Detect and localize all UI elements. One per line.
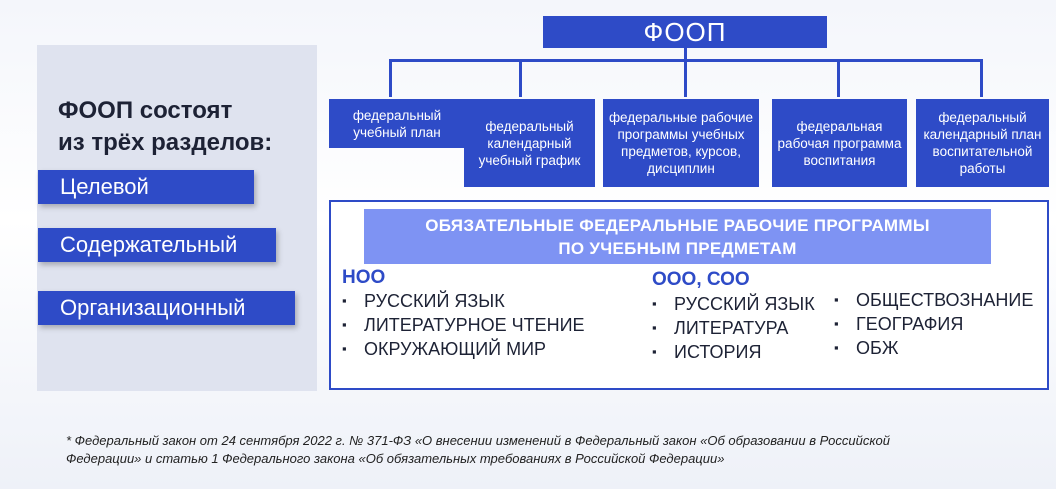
list-item: ▪ РУССКИЙ ЯЗЫК: [652, 292, 815, 316]
connector-drop-4: [837, 59, 840, 97]
ooo-extra-subject-list: [834, 288, 1033, 360]
list-item: ▪ ЛИТЕРАТУРНОЕ ЧТЕНИЕ: [342, 313, 585, 337]
doc-federal-upbringing-program: федеральная рабочая программа воспитания: [772, 99, 907, 187]
doc-federal-calendar-schedule: федеральный календарный учебный график: [464, 99, 595, 187]
section-organizational: Организационный: [38, 291, 295, 325]
connector-drop-5: [980, 59, 983, 97]
footnote: [66, 432, 1026, 468]
ooo-soo-title: ООО, СОО: [652, 269, 750, 290]
list-item: ▪ ГЕОГРАФИЯ: [834, 312, 1033, 336]
list-item: ▪ РУССКИЙ ЯЗЫК: [342, 289, 585, 313]
list-item: ▪ ЛИТЕРАТУРА: [652, 316, 815, 340]
doc-federal-curriculum: федеральный учебный план: [329, 99, 465, 148]
footnote-line1: * Федеральный закон от 24 сентября 2022 г. № 371-ФЗ «О внесении изменений в Федеральный закон «Об образовании в Российской: [66, 433, 890, 448]
doc-federal-calendar-plan: федеральный календарный план воспитательной работы: [916, 99, 1049, 187]
programs-header-line1: ОБЯЗАТЕЛЬНЫЕ ФЕДЕРАЛЬНЫЕ РАБОЧИЕ ПРОГРАММЫ: [425, 215, 930, 235]
noo-title: НОО: [342, 267, 386, 288]
section-content: Содержательный: [38, 228, 276, 262]
list-item: ▪ ОКРУЖАЮЩИЙ МИР: [342, 337, 585, 361]
noo-subject-list: [342, 289, 585, 361]
section-target: Целевой: [38, 170, 254, 204]
doc-federal-work-programs: федеральные рабочие программы учебных предметов, курсов, дисциплин: [603, 99, 759, 187]
ooo-subject-list: [652, 292, 815, 364]
connector-drop-3: [684, 59, 687, 97]
footnote-line2: Федерации» и статью 1 Федерального закона «Об обязательных требованиях в Российской Федерации»: [66, 451, 725, 466]
list-item: ▪ ОБЖ: [834, 336, 1033, 360]
connector-drop-2: [519, 59, 522, 97]
list-item: ▪ ОБЩЕСТВОЗНАНИЕ: [834, 288, 1033, 312]
connector-drop-1: [389, 59, 392, 97]
sections-heading-line2: из трёх разделов:: [58, 129, 273, 156]
sections-heading-line1: ФООП состоят: [58, 97, 233, 124]
programs-header-line2: ПО УЧЕБНЫМ ПРЕДМЕТАМ: [558, 238, 797, 258]
fop-title: ФООП: [543, 16, 827, 48]
programs-header: [364, 209, 991, 264]
sections-heading: [58, 95, 308, 159]
list-item: ▪ ИСТОРИЯ: [652, 340, 815, 364]
